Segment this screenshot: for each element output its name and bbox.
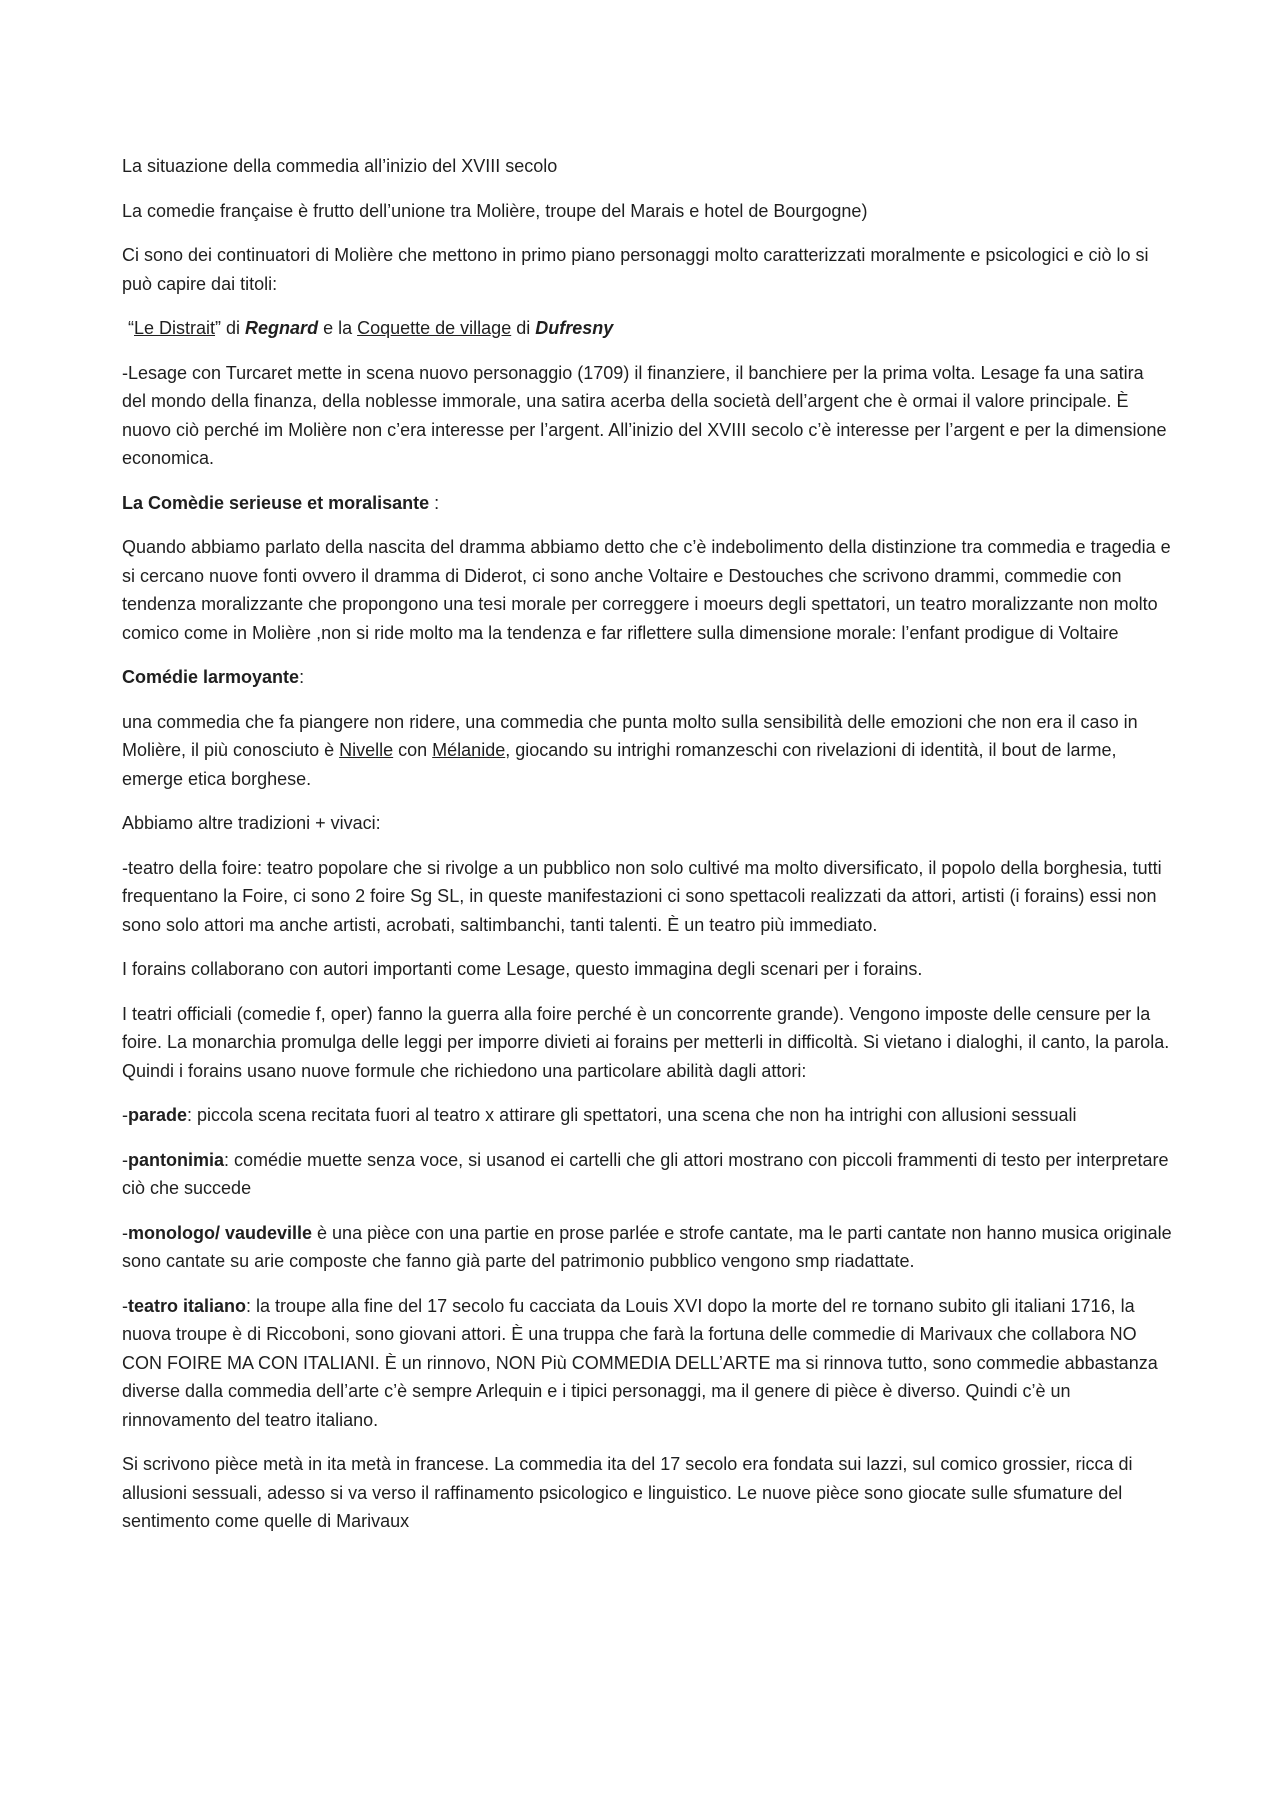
term-pantonimia: pantonimia xyxy=(128,1149,225,1170)
document-title: La situazione della commedia all’inizio del XVIII secolo xyxy=(122,156,558,176)
term-teatro-italiano: teatro italiano xyxy=(128,1295,247,1316)
larmoyante-con: con xyxy=(393,740,433,760)
paragraph-continuatori: Ci sono dei continuatori di Molière che mettono in primo piano personaggi molto caratterizzati moralmente e psicologici e ciò lo si può capire dai titoli: xyxy=(122,245,1149,294)
text-di: di xyxy=(511,318,536,338)
close-quote-di: ” di xyxy=(215,318,246,338)
pantonimia-dash: - xyxy=(122,1149,128,1170)
heading-serieuse-tail: : xyxy=(429,492,440,513)
paragraph-parade xyxy=(122,1101,1172,1130)
author-regnard: Regnard xyxy=(245,318,319,338)
heading-larmoyante-line xyxy=(122,663,1172,692)
paragraph-foire: -teatro della foire: teatro popolare che si rivolge a un pubblico non solo cultivé ma molto diversificato, il popolo della borghesia, tutti frequentano la Foire, ci sono 2 foire Sg SL, in queste manifestazioni ci sono spettacoli realizzati da attori, artisti (i forains) essi non sono solo attori ma anche artisti, acrobati, saltimbanchi, tanti talenti. È un teatro più immediato. xyxy=(122,857,1162,935)
paragraph-monologo xyxy=(122,1219,1172,1276)
open-quote: “ xyxy=(128,318,134,338)
monologo-dash: - xyxy=(122,1222,128,1243)
paragraph-comedie-francaise: La comedie française è frutto dell’unione tra Molière, troupe del Marais e hotel de Bourgogne) xyxy=(122,200,868,221)
larmoyante-part1: una commedia che fa piangere non ridere, una commedia che punta molto sulla sensibilità delle emozioni che non era il caso in Molière, il più conosciuto è xyxy=(122,711,1138,760)
paragraph-larmoyante xyxy=(122,708,1172,794)
italiano-text: : la troupe alla fine del 17 secolo fu cacciata da Louis XVI dopo la morte del re tornano subito gli italiani 1716, la nuova troupe è di Riccoboni, sono giovani attori. È una truppa che farà la fortuna delle commedie di Marivaux che collabora NO CON FOIRE MA CON ITALIANI. È un rinnovo, NON Più COMMEDIA DELL’ARTE ma si rinnova tutto, sono commedie abbastanza diverse dalla commedia dell’arte c’è sempre Arlequin e i tipici personaggi, ma il genere di pièce è diverso. Quindi c’è un rinnovamento del teatro italiano. xyxy=(122,1295,1158,1430)
heading-larmoyante-tail: : xyxy=(299,667,305,687)
paragraph-serieuse: Quando abbiamo parlato della nascita del dramma abbiamo detto che c’è indebolimento della distinzione tra commedia e tragedia e si cercano nuove fonti ovvero il dramma di Diderot, ci sono anche Voltaire e Destouches che scrivono drammi, commedie con tendenza moralizzante che propongono una tesi morale per correggere i moeurs degli spettatori, un teatro moralizzante non molto comico come in Molière ,non si ride molto ma la tendenza e far riflettere sulla dimensione morale: l’enfant prodigue di Voltaire xyxy=(122,537,1171,643)
parade-text: : piccola scena recitata fuori al teatro x attirare gli spettatori, una scena che non ha intrighi con allusioni sessuali xyxy=(187,1105,1077,1125)
document-page xyxy=(122,152,1172,1552)
term-parade: parade xyxy=(128,1105,188,1125)
paragraph-lesage: -Lesage con Turcaret mette in scena nuovo personaggio (1709) il finanziere, il banchiere per la prima volta. Lesage fa una satira del mondo della finanza, della noblesse immorale, una satira acerba della società dell’argent che è ormai il valore principale. È nuovo ciò perché im Molière non c’era interesse per l’argent. All’inizio del XVIII secolo c’è interesse per l’argent e per la dimensione economica. xyxy=(122,362,1167,468)
work-melanide: Mélanide xyxy=(432,740,506,760)
parade-dash: - xyxy=(122,1105,128,1125)
text-e-la: e la xyxy=(318,318,358,338)
italiano-dash: - xyxy=(122,1295,128,1316)
paragraph-teatro-italiano xyxy=(122,1292,1172,1435)
paragraph-titles xyxy=(122,314,1172,343)
heading-serieuse-line xyxy=(122,489,1172,518)
paragraph-tradizioni: Abbiamo altre tradizioni + vivaci: xyxy=(122,813,381,833)
paragraph-scrivono: Si scrivono pièce metà in ita metà in francese. La commedia ita del 17 secolo era fondata sui lazzi, sul comico grossier, ricca di allusioni sessuali, adesso si va verso il raffinamento psicologico e linguistico. Le nuove pièce sono giocate sulle sfumature del sentimento come quelle di Marivaux xyxy=(122,1454,1133,1531)
term-monologo-vaudeville: monologo/ vaudeville xyxy=(128,1222,313,1243)
paragraph-pantonimia xyxy=(122,1146,1172,1203)
author-dufresny: Dufresny xyxy=(535,318,614,338)
work-le-distrait: Le Distrait xyxy=(134,318,216,338)
larmoyante-part2: , giocando su intrighi romanzeschi con rivelazioni di identità, il bout de larme, emerge etica borghese. xyxy=(122,740,1117,789)
paragraph-forains: I forains collaborano con autori importanti come Lesage, questo immagina degli scenari per i forains. xyxy=(122,959,923,979)
heading-serieuse: La Comèdie serieuse et moralisante xyxy=(122,492,430,513)
pantonimia-text: : comédie muette senza voce, si usanod ei cartelli che gli attori mostrano con piccoli frammenti di testo per interpretare ciò che succede xyxy=(122,1149,1169,1198)
heading-larmoyante: Comédie larmoyante xyxy=(122,667,300,687)
work-coquette-de-village: Coquette de village xyxy=(357,318,512,338)
monologo-text: è una pièce con una partie en prose parlée e strofe cantate, ma le parti cantate non hanno musica originale sono cantate su arie composte che fanno già parte del patrimonio pubblico vengono smp riadattate. xyxy=(122,1222,1172,1271)
paragraph-teatri-officiali: I teatri officiali (comedie f, oper) fanno la guerra alla foire perché è un concorrente grande). Vengono imposte delle censure per la foire. La monarchia promulga delle leggi per imporre divieti ai forains per metterli in difficoltà. Si vietano i dialoghi, il canto, la parola. Quindi i forains usano nuove formule che richiedono una particolare abilità dagli attori: xyxy=(122,1003,1170,1081)
author-nivelle: Nivelle xyxy=(339,740,394,760)
